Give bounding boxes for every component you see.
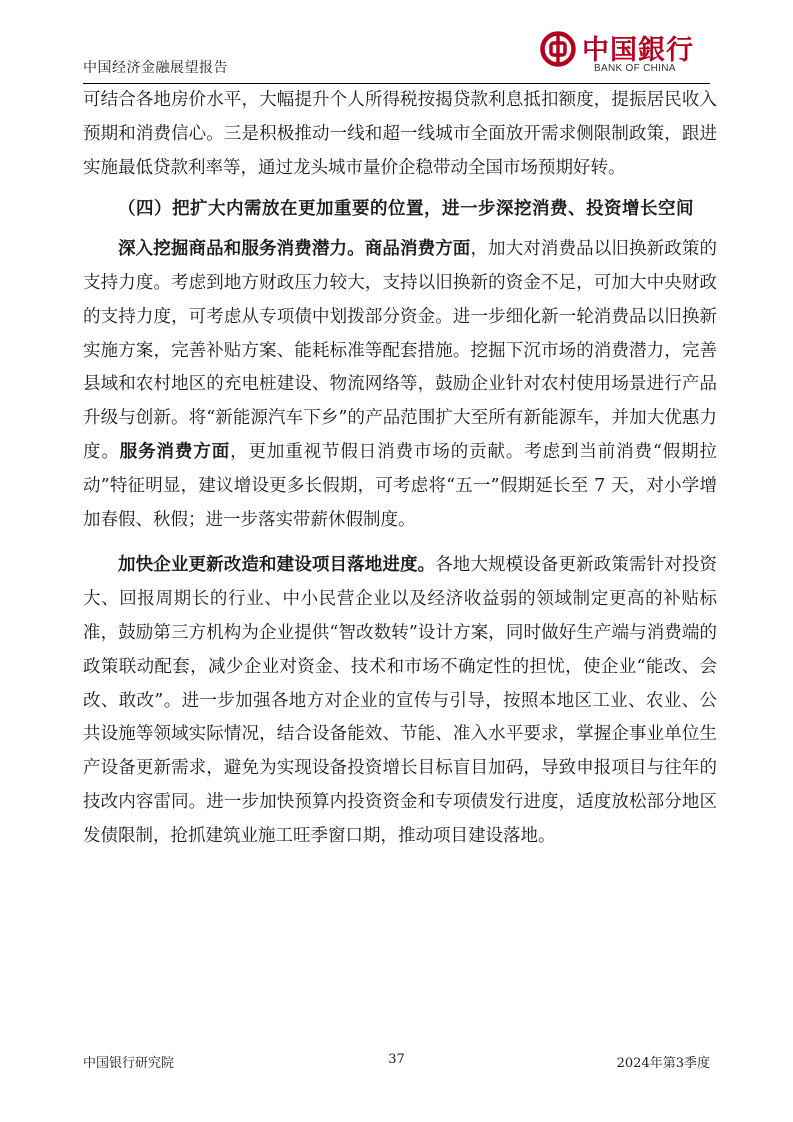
paragraph-lead: 深入挖掘商品和服务消费潜力。 [118,239,365,260]
bank-of-china-logo-icon [540,31,576,67]
logo-english-name: BANK OF CHINA [594,63,676,74]
subheading-service-consumption: 服务消费方面 [119,441,231,462]
page-number: 37 [388,1052,405,1067]
report-title: 中国经济金融展望报告 [83,60,228,76]
subheading-goods-consumption: 商品消费方面 [364,239,471,260]
page-header [83,26,710,80]
paragraph-investment [83,549,717,853]
section-heading: （四）把扩大内需放在更加重要的位置，进一步深挖消费、投资增长空间 [118,199,694,220]
footer-institute: 中国银行研究院 [83,1056,175,1071]
report-body [83,84,717,854]
paragraph-consumption [83,233,717,537]
paragraph-text: ，加大对消费品以旧换新政策的支持力度。考虑到地方财政压力较大，支持以旧换新的资金不足，可加大中央财政的支持力度，可考虑从专项债中划拨部分资金。进一步细化新一轮消费品以旧换新实施方案，完善补贴方案、能耗标准等配套措施。挖掘下沉市场的消费潜力，完善县域和农村地区的充电桩建设、物流网络等，鼓励企业针对农村使用场景进行产品升级与创新。将“新能源汽车下乡”的产品范围扩大至所有新能源车，并加大优惠力度。 [83,239,718,462]
bank-logo [540,26,700,78]
footer-period: 2024年第3季度 [616,1056,710,1071]
logo-chinese-name: 中国銀行 [582,35,694,66]
paragraph-housing: 可结合各地房价水平，大幅提升个人所得税按揭贷款利息抵扣额度，提振居民收入预期和消费信心。三是积极推动一线和超一线城市全面放开需求侧限制政策，跟进实施最低贷款利率等，通过龙头城市量价企稳带动全国市场预期好转。 [83,90,717,178]
paragraph-text: ，更加重视节假日消费市场的贡献。考虑到当前消费“假期拉动”特征明显，建议增设更多长假期，可考虑将“五一”假期延长至 7 天，对小学增加春假、秋假；进一步落实带薪休假制度。 [83,441,718,530]
paragraph-lead: 加快企业更新改造和建设项目落地进度。 [118,555,436,576]
paragraph-text: 各地大规模设备更新政策需针对投资大、回报周期长的行业、中小民营企业以及经济收益弱的领域制定更高的补贴标准，鼓励第三方机构为企业提供“智改数转”设计方案，同时做好生产端与消费端的政策联动配套，减少企业对资金、技术和市场不确定性的担忧，使企业“能改、会改、敢改”。进一步加强各地方对企业的宣传与引导，按照本地区工业、农业、公共设施等领域实际情况，结合设备能效、节能、准入水平要求，掌握企事业单位生产设备更新需求，避免为实现设备投资增长目标盲目加码，导致申报项目与往年的技改内容雷同。进一步加快预算内投资资金和专项债发行进度，适度放松部分地区发债限制，抢抓建筑业施工旺季窗口期，推动项目建设落地。 [83,555,718,846]
page-footer [83,1052,710,1072]
